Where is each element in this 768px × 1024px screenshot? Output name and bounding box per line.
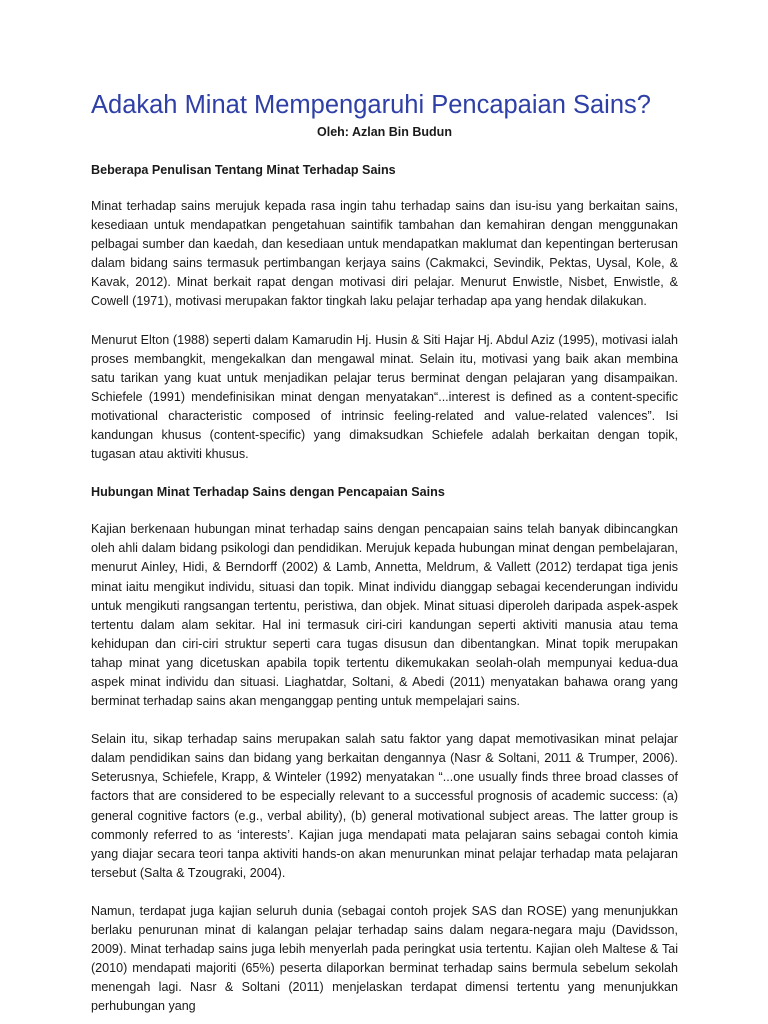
paragraph-3: Kajian berkenaan hubungan minat terhadap sains dengan pencapaian sains telah banyak dibincangkan oleh ahli dalam bidang psikologi dan pendidikan. Merujuk kepada hubungan minat dengan pembelajaran, menurut Ainley, Hidi, & Berndorff (2002) & Lamb, Annetta, Meldrum, & Vallett (2012) terdapat tiga jenis minat iaitu mengikut individu, situasi dan topik. Minat individu dianggap sebagai kecenderungan individu untuk mengikuti rangsangan tertentu, peristiwa, dan objek. Minat situasi diperoleh daripada aspek-aspek tertentu dalam alam sekitar. Hal ini termasuk ciri-ciri kandungan seperti aktiviti manusia atau tema kehidupan dan ciri-ciri struktur seperti cara tugas disusun dan dibentangkan. Minat topik merupakan tahap minat yang dicetuskan apabila topik tertentu dikemukakan seolah-olah mempunyai kedua-dua aspek minat individu dan situasi. Liaghatdar, Soltani, & Abedi (2011) menyatakan bahawa orang yang berminat terhadap sains akan menganggap penting untuk mempelajari sains. [91,522,678,709]
document-author: Oleh: Azlan Bin Budun [317,125,452,139]
paragraph-4: Selain itu, sikap terhadap sains merupakan salah satu faktor yang dapat memotivasikan minat pelajar dalam pendidikan sains dan bidang yang berkaitan dengannya (Nasr & Soltani, 2011 & Trumper, 2006). Seterusnya, Schiefele, Krapp, & Winteler (1992) menyatakan “...one usually finds three broad classes of factors that are considered to be especially relevant to a successful prognosis of academic success: (a) general cognitive factors (e.g., verbal ability), (b) general motivational subject areas. The latter group is commonly referred to as ‘interests’. Kajian juga mendapati mata pelajaran sains sebagai contoh kimia yang diajar secara teori tanpa aktiviti hands-on akan menurunkan minat pelajar terhadap mata pelajaran tersebut (Salta & Tzougraki, 2004). [91,732,678,880]
paragraph-5: Namun, terdapat juga kajian seluruh dunia (sebagai contoh projek SAS dan ROSE) yang menunjukkan berlaku penurunan minat di kalangan pelajar terhadap sains dalam negara-negara maju (Davidsson, 2009). Minat terhadap sains juga lebih menyerlah pada peringkat usia tertentu. Kajian oleh Maltese & Tai (2010) mendapati majoriti (65%) peserta dilaporkan berminat terhadap sains bermula sebelum sekolah menengah lagi. Nasr & Soltani (2011) menjelaskan terdapat dimensi tertentu yang menunjukkan perhubungan yang [91,903,678,1014]
paragraph-1: Minat terhadap sains merujuk kepada rasa ingin tahu terhadap sains dan isu-isu yang berkaitan sains, kesediaan untuk mendapatkan pengetahuan saintifik tambahan dan kemahiran dengan menggunakan pelbagai sumber dan kaedah, dan kesediaan untuk mendapatkan maklumat dan kepentingan berterusan dalam bidang sains termasuk pertimbangan kerjaya sains (Cakmakci, Sevindik, Pektas, Uysal, Kole, & Kavak, 2012). Minat berkait rapat dengan motivasi diri pelajar. Menurut Enwistle, Nisbet, Enwistle, & Cowell (1971), motivasi merupakan faktor tingkah laku pelajar terhadap apa yang hendak dilakukan. [91,199,678,309]
section-heading-2: Hubungan Minat Terhadap Sains dengan Pencapaian Sains [91,485,445,500]
paragraph-2: Menurut Elton (1988) seperti dalam Kamarudin Hj. Husin & Siti Hajar Hj. Abdul Aziz (1995), motivasi ialah proses membangkit, mengekalkan dan mengawal minat. Selain itu, motivasi yang baik akan membina satu tarikan yang kuat untuk menjadikan pelajar terus berminat dengan pelajaran yang disampaikan. Schiefele (1991) mendefinisikan minat dengan menyatakan“...interest is defined as a content-specific motivational characteristic composed of intrinsic feeling-related and value-related valences”. Isi kandungan khusus (content-specific) yang dimaksudkan Schiefele adalah berkaitan dengan topik, tugasan atau aktiviti khusus. [91,332,678,462]
section-heading-1: Beberapa Penulisan Tentang Minat Terhadap Sains [91,163,396,177]
document-title: Adakah Minat Mempengaruhi Pencapaian Sains? [91,91,651,119]
